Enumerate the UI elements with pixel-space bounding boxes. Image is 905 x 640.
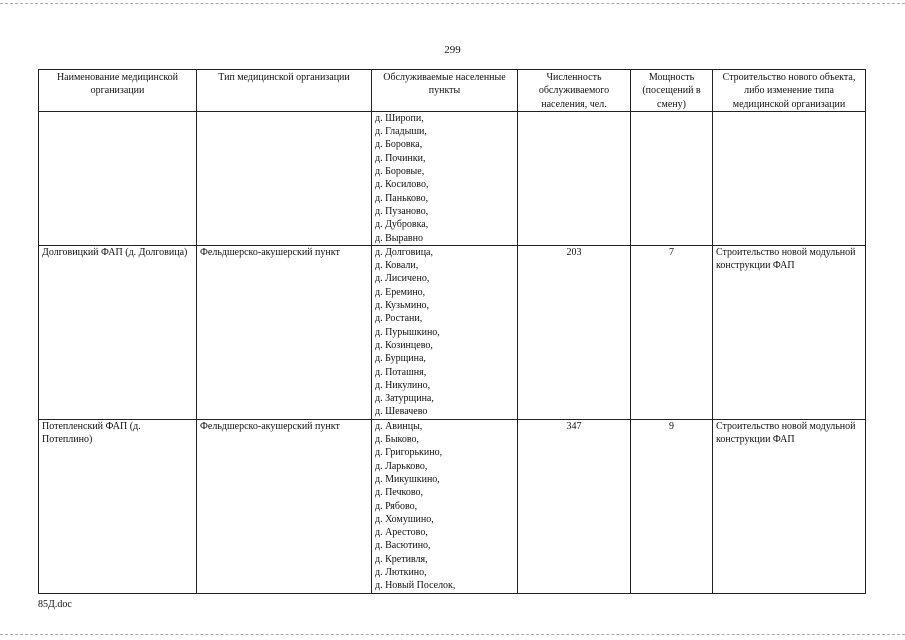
settlement-item: д. Шевачево xyxy=(375,406,428,418)
settlement-item: д. Еремино, xyxy=(375,286,426,298)
settlement-item: д. Григорькино, xyxy=(375,447,443,459)
settlement-item: д. Пузаново, xyxy=(375,205,429,217)
cell-org-name: Долговицкий ФАП (д. Долговица) xyxy=(39,245,197,419)
scan-top-edge xyxy=(0,3,905,4)
settlement-item: д. Кузьмино, xyxy=(375,300,430,312)
settlement-item: д. Долговица, xyxy=(375,246,433,258)
settlement-item: д. Затурщина, xyxy=(375,393,434,405)
settlement-item: д. Авинцы, xyxy=(375,420,423,432)
footer-filename: 85Д.doc xyxy=(38,599,72,610)
cell-capacity xyxy=(631,111,713,245)
settlement-item: д. Широпи, xyxy=(375,112,424,124)
page-number: 299 xyxy=(444,44,461,56)
settlement-item: д. Косилово, xyxy=(375,179,429,191)
cell-construction: Строительство новой модульной конструкции ФАП xyxy=(713,245,866,419)
cell-org-type xyxy=(197,111,372,245)
scan-bottom-edge xyxy=(0,634,905,635)
cell-org-type: Фельдшерско-акушерский пункт xyxy=(197,419,372,593)
header-population: Численность обслуживаемого населения, чел. xyxy=(518,70,631,112)
settlement-item: д. Козинцево, xyxy=(375,339,433,351)
cell-capacity: 9 xyxy=(631,419,713,593)
cell-settlements xyxy=(372,419,518,593)
settlement-item: д. Кретивля, xyxy=(375,553,428,565)
cell-construction xyxy=(713,111,866,245)
settlement-item: д. Дубровка, xyxy=(375,219,429,231)
settlement-item: д. Васютино, xyxy=(375,540,431,552)
settlement-item: д. Быково, xyxy=(375,434,420,446)
cell-settlements xyxy=(372,111,518,245)
settlement-item: д. Микушкино, xyxy=(375,473,440,485)
cell-org-type: Фельдшерско-акушерский пункт xyxy=(197,245,372,419)
settlement-item: д. Люткино, xyxy=(375,566,427,578)
settlement-item: д. Хомушино, xyxy=(375,513,434,525)
table-header-row xyxy=(39,70,866,112)
settlement-item: д. Новый Поселок, xyxy=(375,580,456,592)
table-row xyxy=(39,419,866,593)
settlement-list xyxy=(375,112,514,245)
settlement-item: д. Боровые, xyxy=(375,166,425,178)
settlement-item: д. Поташня, xyxy=(375,366,427,378)
cell-org-name: Потепленский ФАП (д. Потеплино) xyxy=(39,419,197,593)
settlement-list xyxy=(375,420,514,593)
cell-population: 203 xyxy=(518,245,631,419)
settlement-item: д. Никулино, xyxy=(375,379,431,391)
settlement-item: д. Ростани, xyxy=(375,313,423,325)
cell-population: 347 xyxy=(518,419,631,593)
settlement-list xyxy=(375,246,514,419)
settlement-item: д. Паньково, xyxy=(375,192,429,204)
cell-construction: Строительство новой модульной конструкции ФАП xyxy=(713,419,866,593)
settlement-item: д. Пурышкино, xyxy=(375,326,440,338)
header-org-type: Тип медицинской организации xyxy=(197,70,372,112)
settlement-item: д. Арестово, xyxy=(375,527,428,539)
settlement-item: д. Гладыши, xyxy=(375,126,427,138)
cell-org-name xyxy=(39,111,197,245)
settlement-item: д. Лисичено, xyxy=(375,273,430,285)
settlement-item: д. Рябово, xyxy=(375,500,418,512)
header-capacity: Мощность (посещений в смену) xyxy=(631,70,713,112)
settlement-item: д. Выравно xyxy=(375,232,423,244)
cell-capacity: 7 xyxy=(631,245,713,419)
header-served-settlements: Обслуживаемые населенные пункты xyxy=(372,70,518,112)
settlement-item: д. Печково, xyxy=(375,487,424,499)
table-row xyxy=(39,245,866,419)
settlement-item: д. Починки, xyxy=(375,152,426,164)
settlement-item: д. Ковали, xyxy=(375,260,419,272)
settlement-item: д. Боровка, xyxy=(375,139,423,151)
header-construction: Строительство нового объекта, либо изменение типа медицинской организации xyxy=(713,70,866,112)
cell-settlements xyxy=(372,245,518,419)
medical-organizations-table xyxy=(38,69,866,594)
settlement-item: д. Бурщина, xyxy=(375,353,426,365)
cell-population xyxy=(518,111,631,245)
settlement-item: д. Ларьково, xyxy=(375,460,428,472)
table-row xyxy=(39,111,866,245)
header-org-name: Наименование медицинской организации xyxy=(39,70,197,112)
